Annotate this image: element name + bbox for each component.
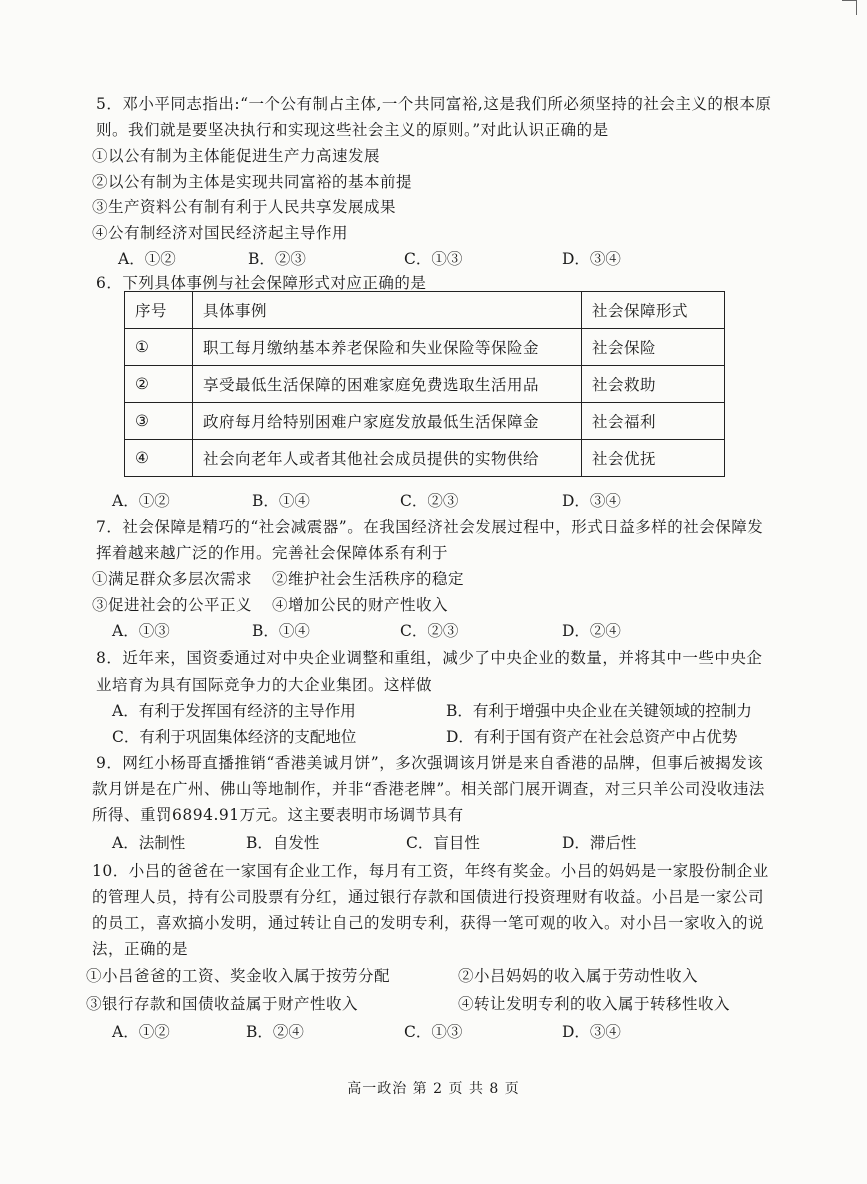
corner-mark: [842, 0, 857, 15]
q10-stem-line4: 法，正确的是: [92, 940, 189, 958]
table-cell: 社会向老年人或者其他社会成员提供的实物供给: [193, 440, 582, 477]
q9-stem-line1: 9．网红小杨哥直播推销“香港美诚月饼”，多次强调该月饼是来自香港的品牌，但事后被揭发该: [96, 754, 764, 772]
q7-option-a[interactable]: A．①③: [112, 622, 170, 640]
q7-option-c[interactable]: C．②③: [400, 622, 459, 640]
table-cell: ①: [125, 329, 193, 366]
q10-statement-3: ③银行存款和国债收益属于财产性收入: [86, 995, 359, 1013]
q6-option-d[interactable]: D．③④: [562, 492, 621, 510]
q8-option-a[interactable]: A．有利于发挥国有经济的主导作用: [112, 702, 356, 720]
q5-option-c[interactable]: C．①③: [404, 250, 463, 268]
q5-statement-3: ③生产资料公有制有利于人民共享发展成果: [92, 198, 397, 216]
table-cell: 社会优抚: [582, 440, 725, 477]
table-cell: 职工每月缴纳基本养老保险和失业保险等保险金: [193, 329, 582, 366]
table-header-row: [125, 292, 725, 329]
q7-stem-line1: 7．社会保障是精巧的“社会减震器”。在我国经济社会发展过程中，形式日益多样的社会保障发: [96, 518, 764, 536]
q9-option-b[interactable]: B．自发性: [246, 834, 320, 852]
table-cell: 政府每月给特别困难户家庭发放最低生活保障金: [193, 403, 582, 440]
q9-stem-line2: 款月饼是在广州、佛山等地制作，并非“香港老牌”。相关部门展开调查，对三只羊公司没收违法: [92, 780, 765, 798]
q5-option-a[interactable]: A．①②: [118, 250, 176, 268]
table-row: [125, 440, 725, 477]
q5-statement-1: ①以公有制为主体能促进生产力高速发展: [92, 147, 381, 165]
q10-option-a[interactable]: A．①②: [112, 1023, 170, 1041]
q10-stem-line3: 的员工，喜欢搞小发明，通过转让自己的发明专利，获得一笔可观的收入。对小吕一家收入的说: [92, 914, 765, 932]
q10-statement-1: ①小吕爸爸的工资、奖金收入属于按劳分配: [86, 967, 391, 985]
q8-option-c[interactable]: C．有利于巩固集体经济的支配地位: [112, 728, 357, 746]
table-cell: ③: [125, 403, 193, 440]
table-cell: 社会福利: [582, 403, 725, 440]
q8-stem-line1: 8．近年来，国资委通过对中央企业调整和重组，减少了中央企业的数量，并将其中一些中央企: [96, 649, 763, 667]
q10-stem-line2: 的管理人员，持有公司股票有分红，通过银行存款和国债进行投资理财有收益。小吕是一家公司: [92, 888, 765, 906]
q5-stem-line2: 则。我们就是要坚决执行和实现这些社会主义的原则。”对此认识正确的是: [96, 121, 609, 139]
q5-stem-line1: 5．邓小平同志指出:“一个公有制占主体,一个共同富裕,这是我们所必须坚持的社会主义的根本原: [96, 95, 772, 113]
q10-statement-2: ②小吕妈妈的收入属于劳动性收入: [458, 967, 699, 985]
table-row: [125, 366, 725, 403]
q7-statement-1: ①满足群众多层次需求: [92, 570, 253, 588]
q8-stem-line2: 业培育为具有国际竞争力的大企业集团。这样做: [96, 676, 433, 694]
q8-option-b[interactable]: B．有利于增强中央企业在关键领域的控制力: [446, 702, 752, 720]
table-cell: 社会救助: [582, 366, 725, 403]
table-cell: 社会保险: [582, 329, 725, 366]
q10-stem-line1: 10．小吕的爸爸在一家国有企业工作，每月有工资，年终有奖金。小吕的妈妈是一家股份制企业: [92, 862, 769, 880]
q5-option-b[interactable]: B．②③: [248, 250, 306, 268]
q7-option-b[interactable]: B．①④: [252, 622, 310, 640]
q6-table: [124, 291, 725, 477]
q7-option-d[interactable]: D．②④: [562, 622, 621, 640]
q5-statement-4: ④公有制经济对国民经济起主导作用: [92, 224, 349, 242]
q5-statement-2: ②以公有制为主体是实现共同富裕的基本前提: [92, 173, 413, 191]
q7-statement-2: ②维护社会生活秩序的稳定: [272, 570, 465, 588]
q10-option-c[interactable]: C．①③: [404, 1023, 463, 1041]
table-cell: ④: [125, 440, 193, 477]
q9-option-a[interactable]: A．法制性: [112, 834, 186, 852]
q9-stem-line3: 所得、重罚6894.91万元。这主要表明市场调节具有: [92, 806, 464, 824]
q9-option-c[interactable]: C．盲目性: [406, 834, 480, 852]
q7-statement-4: ④增加公民的财产性收入: [272, 596, 449, 614]
q6-option-c[interactable]: C．②③: [400, 492, 459, 510]
table-cell: ②: [125, 366, 193, 403]
q10-option-d[interactable]: D．③④: [562, 1023, 621, 1041]
table-cell: 享受最低生活保障的困难家庭免费选取生活用品: [193, 366, 582, 403]
table-header-cell: 具体事例: [193, 292, 582, 329]
q6-option-a[interactable]: A．①②: [112, 492, 170, 510]
page-footer: 高一政治 第 2 页 共 8 页: [347, 1081, 520, 1097]
q5-option-d[interactable]: D．③④: [562, 250, 621, 268]
q10-statement-4: ④转让发明专利的收入属于转移性收入: [458, 995, 731, 1013]
q10-option-b[interactable]: B．②④: [246, 1023, 304, 1041]
q6-stem: 6．下列具体事例与社会保障形式对应正确的是: [96, 274, 427, 292]
q9-option-d[interactable]: D．滞后性: [562, 834, 637, 852]
q7-statement-3: ③促进社会的公平正义: [92, 596, 253, 614]
table-row: [125, 329, 725, 366]
q6-option-b[interactable]: B．①④: [252, 492, 310, 510]
table-row: [125, 403, 725, 440]
table-header-cell: 序号: [125, 292, 193, 329]
table-header-cell: 社会保障形式: [582, 292, 725, 329]
q7-stem-line2: 挥着越来越广泛的作用。完善社会保障体系有利于: [96, 544, 449, 562]
q8-option-d[interactable]: D．有利于国有资产在社会总资产中占优势: [446, 728, 738, 746]
